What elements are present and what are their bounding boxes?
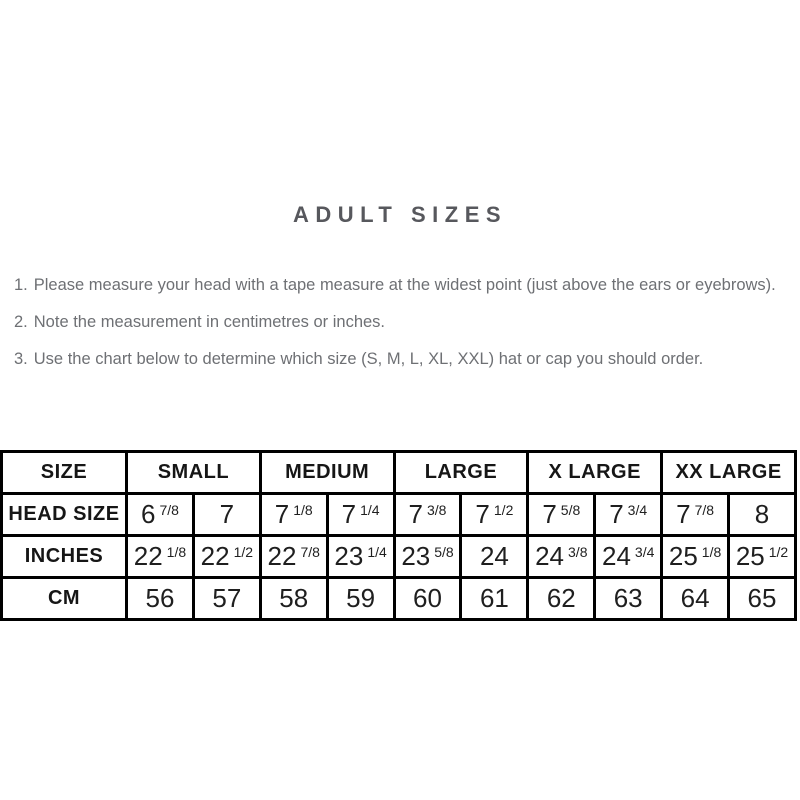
size-cell bbox=[595, 494, 662, 536]
cell-fraction: 1/8 bbox=[701, 544, 722, 560]
column-header-x-large: X LARGE bbox=[528, 452, 662, 494]
size-cell bbox=[595, 578, 662, 620]
size-cell bbox=[729, 578, 796, 620]
cell-value: 7 bbox=[219, 499, 235, 529]
cell-value: 23 bbox=[401, 541, 431, 571]
size-cell bbox=[461, 494, 528, 536]
cell-fraction: 1/8 bbox=[166, 544, 187, 560]
size-cell bbox=[327, 578, 394, 620]
cell-fraction: 1/2 bbox=[233, 544, 254, 560]
size-cell bbox=[394, 536, 461, 578]
cell-value: 7 bbox=[274, 499, 290, 529]
size-cell bbox=[127, 578, 194, 620]
cell-value: 59 bbox=[346, 583, 376, 613]
cell-fraction: 3/4 bbox=[634, 544, 655, 560]
cell-value: 8 bbox=[754, 499, 770, 529]
instruction-number: 3. bbox=[14, 350, 28, 368]
cell-fraction: 1/2 bbox=[493, 502, 514, 518]
cell-value: 7 bbox=[408, 499, 423, 529]
size-cell bbox=[127, 536, 194, 578]
row-label-head-size: HEAD SIZE bbox=[2, 494, 127, 536]
size-cell bbox=[528, 536, 595, 578]
table-row-inches bbox=[2, 536, 796, 578]
cell-fraction: 1/4 bbox=[360, 502, 380, 518]
column-header-large: LARGE bbox=[394, 452, 528, 494]
cell-value: 60 bbox=[413, 583, 442, 613]
cell-value: 58 bbox=[279, 583, 309, 613]
cell-fraction: 5/8 bbox=[560, 502, 581, 518]
cell-fraction: 7/8 bbox=[694, 502, 715, 518]
column-header-medium: MEDIUM bbox=[260, 452, 394, 494]
cell-value: 23 bbox=[334, 541, 364, 571]
size-cell bbox=[528, 494, 595, 536]
size-cell bbox=[260, 494, 327, 536]
size-cell bbox=[260, 536, 327, 578]
cell-fraction: 3/8 bbox=[568, 544, 588, 560]
size-cell bbox=[461, 578, 528, 620]
cell-fraction: 3/8 bbox=[427, 502, 447, 518]
row-label-cm: CM bbox=[2, 578, 127, 620]
cell-value: 57 bbox=[212, 583, 242, 613]
size-cell bbox=[193, 494, 260, 536]
size-cell bbox=[260, 578, 327, 620]
column-header-size: SIZE bbox=[2, 452, 127, 494]
size-cell bbox=[461, 536, 528, 578]
size-cell bbox=[394, 578, 461, 620]
size-cell bbox=[595, 536, 662, 578]
cell-value: 24 bbox=[479, 541, 509, 571]
size-cell bbox=[662, 494, 729, 536]
cell-fraction: 1/8 bbox=[293, 502, 313, 518]
cell-fraction: 5/8 bbox=[434, 544, 454, 560]
instructions-list bbox=[14, 272, 779, 373]
size-cell bbox=[662, 536, 729, 578]
instruction-number: 2. bbox=[14, 313, 28, 331]
instruction-text: Use the chart below to determine which size (S, M, L, XL, XXL) hat or cap you should order. bbox=[33, 350, 704, 368]
size-cell bbox=[127, 494, 194, 536]
size-cell bbox=[327, 536, 394, 578]
page-title: ADULT SIZES bbox=[292, 202, 508, 227]
cell-value: 7 bbox=[542, 499, 557, 529]
size-cell bbox=[327, 494, 394, 536]
cell-value: 7 bbox=[609, 499, 624, 529]
size-cell bbox=[193, 536, 260, 578]
instruction-number: 1. bbox=[14, 276, 28, 294]
cell-value: 22 bbox=[133, 541, 163, 571]
cell-fraction: 1/2 bbox=[768, 544, 789, 560]
instruction-text: Note the measurement in centimetres or inches. bbox=[33, 313, 386, 331]
cell-value: 7 bbox=[475, 499, 490, 529]
column-header-xx-large: XX LARGE bbox=[662, 452, 796, 494]
cell-value: 65 bbox=[747, 583, 777, 613]
size-cell bbox=[729, 536, 796, 578]
cell-fraction: 7/8 bbox=[159, 502, 179, 518]
cell-value: 6 bbox=[140, 499, 156, 529]
cell-value: 63 bbox=[613, 583, 643, 613]
size-chart-table bbox=[0, 450, 797, 621]
cell-fraction: 7/8 bbox=[300, 544, 320, 560]
cell-value: 61 bbox=[479, 583, 509, 613]
instruction-item bbox=[14, 309, 779, 336]
cell-value: 22 bbox=[267, 541, 297, 571]
instruction-item bbox=[14, 272, 779, 299]
cell-fraction: 3/4 bbox=[627, 502, 648, 518]
cell-value: 62 bbox=[546, 583, 576, 613]
cell-fraction: 1/4 bbox=[367, 544, 387, 560]
size-cell bbox=[394, 494, 461, 536]
table-row-head-size bbox=[2, 494, 796, 536]
cell-value: 56 bbox=[145, 583, 175, 613]
table-row-cm bbox=[2, 578, 796, 620]
cell-value: 24 bbox=[535, 541, 565, 571]
size-cell bbox=[193, 578, 260, 620]
instruction-item bbox=[14, 346, 779, 373]
cell-value: 25 bbox=[735, 541, 765, 571]
instruction-text: Please measure your head with a tape measure at the widest point (just above the ears or eyebrows). bbox=[33, 276, 776, 294]
cell-value: 64 bbox=[680, 583, 710, 613]
column-header-small: SMALL bbox=[127, 452, 261, 494]
row-label-inches: INCHES bbox=[2, 536, 127, 578]
size-cell bbox=[528, 578, 595, 620]
size-cell bbox=[729, 494, 796, 536]
cell-value: 22 bbox=[200, 541, 230, 571]
cell-value: 25 bbox=[668, 541, 698, 571]
size-cell bbox=[662, 578, 729, 620]
cell-value: 7 bbox=[676, 499, 691, 529]
table-header-row bbox=[2, 452, 796, 494]
cell-value: 7 bbox=[341, 499, 357, 529]
cell-value: 24 bbox=[601, 541, 631, 571]
